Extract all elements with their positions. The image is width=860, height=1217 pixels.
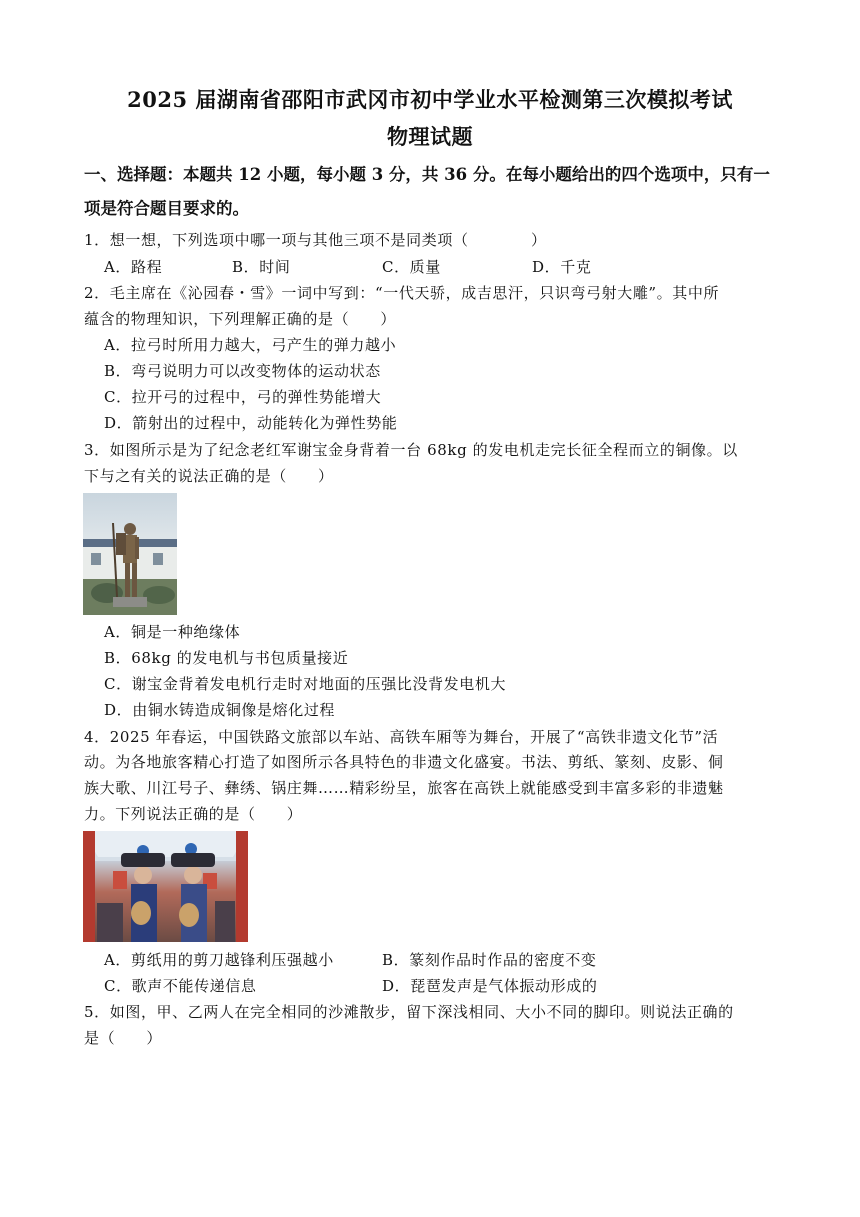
train-performance-illustration bbox=[83, 831, 248, 942]
question-5-text-line-1: 5．如图，甲、乙两人在完全相同的沙滩散步，留下深浅相同、大小不同的脚印。则说法正确的 bbox=[84, 1003, 734, 1021]
question-4-text-line-4: 力。下列说法正确的是（ ） bbox=[84, 805, 303, 823]
question-1-option-c: C．质量 bbox=[382, 258, 441, 276]
question-1-option-b: B．时间 bbox=[232, 258, 291, 276]
question-3-option-c: C．谢宝金背着发电机行走时对地面的压强比没背发电机大 bbox=[104, 675, 507, 693]
question-4-option-b: B．篆刻作品时作品的密度不变 bbox=[382, 951, 597, 969]
exam-subtitle: 物理试题 bbox=[387, 124, 473, 149]
question-2-option-b: B．弯弓说明力可以改变物体的运动状态 bbox=[104, 362, 381, 380]
question-2-text-line-1: 2．毛主席在《沁园春・雪》一词中写到：“一代天骄，成吉思汗，只识弯弓射大雕”。其中所 bbox=[84, 284, 720, 302]
question-3-option-b: B．68kg 的发电机与书包质量接近 bbox=[104, 649, 349, 667]
question-3-text-line-1: 3．如图所示是为了纪念老红军谢宝金身背着一台 68kg 的发电机走完长征全程而立的铜像。以 bbox=[84, 441, 738, 459]
question-1-option-a: A．路程 bbox=[104, 258, 163, 276]
question-2-option-d: D．箭射出的过程中，动能转化为弹性势能 bbox=[104, 414, 398, 432]
question-4-text-line-3: 族大歌、川江号子、彝绣、锅庄舞……精彩纷呈，旅客在高铁上就能感受到丰富多彩的非遗魅 bbox=[84, 779, 724, 797]
question-2-option-a: A．拉弓时所用力越大，弓产生的弹力越小 bbox=[104, 336, 397, 354]
question-3-option-d: D．由铜水铸造成铜像是熔化过程 bbox=[104, 701, 336, 719]
question-3-text-line-2: 下与之有关的说法正确的是（ ） bbox=[84, 467, 334, 485]
question-4-option-d: D．琵琶发声是气体振动形成的 bbox=[382, 977, 598, 995]
question-2-option-c: C．拉开弓的过程中，弓的弹性势能增大 bbox=[104, 388, 382, 406]
question-5-text-line-2: 是（ ） bbox=[84, 1029, 163, 1047]
section-header: 一、选择题：本题共 12 小题，每小题 3 分，共 36 分。在每小题给出的四个选项中，只有一项是符合题目要求的。 bbox=[84, 165, 770, 218]
question-2-text-line-2: 蕴含的物理知识，下列理解正确的是（ ） bbox=[84, 310, 397, 328]
question-4-text-line-1: 4．2025 年春运，中国铁路文旅部以车站、高铁车厢等为舞台，开展了“高铁非遗文化节”活 bbox=[84, 728, 719, 746]
question-4-option-a: A．剪纸用的剪刀越锋利压强越小 bbox=[104, 951, 334, 969]
statue-illustration bbox=[83, 493, 177, 615]
exam-title: 2025 届湖南省邵阳市武冈市初中学业水平检测第三次模拟考试 bbox=[127, 87, 733, 112]
train-performance-photo bbox=[83, 831, 248, 942]
question-4-text-line-2: 动。为各地旅客精心打造了如图所示各具特色的非遗文化盛宴。书法、剪纸、篆刻、皮影、侗 bbox=[84, 753, 724, 771]
bronze-statue-photo bbox=[83, 493, 177, 615]
question-3-option-a: A．铜是一种绝缘体 bbox=[104, 623, 241, 641]
question-1-option-d: D．千克 bbox=[532, 258, 592, 276]
question-1-text: 1．想一想，下列选项中哪一项与其他三项不是同类项（ ） bbox=[84, 231, 547, 249]
question-4-option-c: C．歌声不能传递信息 bbox=[104, 977, 257, 995]
